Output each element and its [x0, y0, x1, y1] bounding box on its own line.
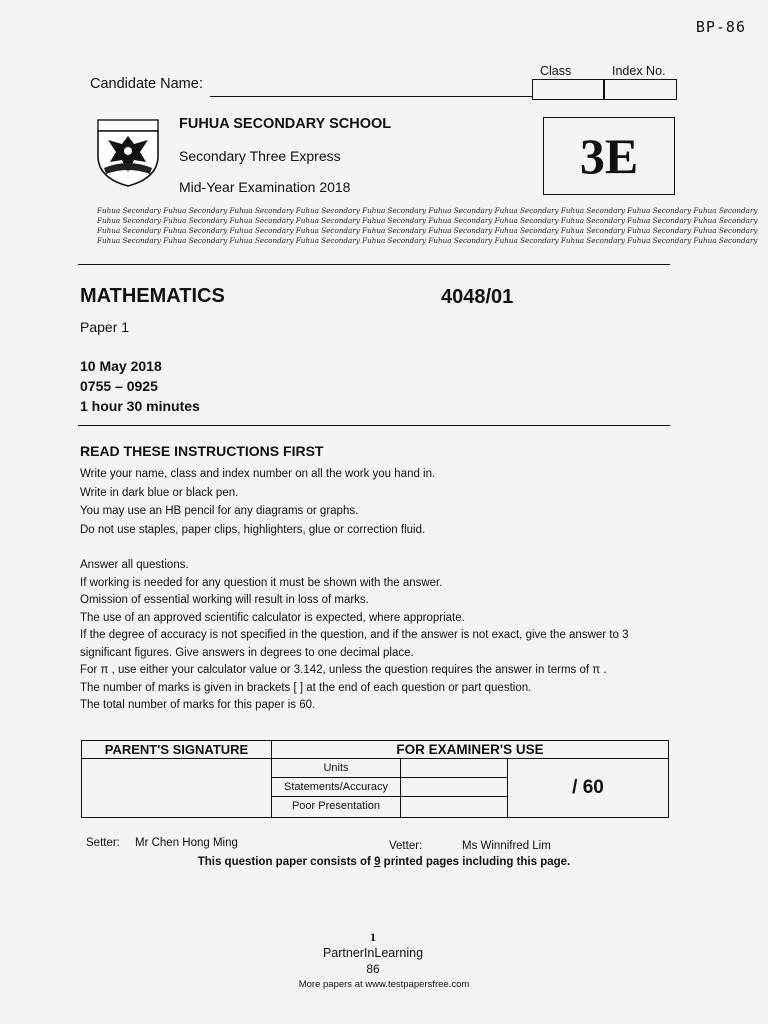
instruction-line: If the degree of accuracy is not specified in the question, and if the answer is not exact, give the answer to 3 [80, 629, 629, 641]
instruction-line: If working is needed for any question it must be shown with the answer. [80, 576, 443, 589]
exam-time: 0755 – 0925 [80, 378, 158, 394]
setter-label: Setter: [86, 837, 120, 849]
setter-name: Mr Chen Hong Ming [135, 837, 238, 849]
school-crest-logo [96, 118, 160, 188]
instructions-block-2 [80, 557, 629, 715]
instruction-line: Answer all questions. [80, 559, 189, 571]
exam-date-time [80, 356, 200, 416]
index-number-field[interactable] [604, 79, 677, 100]
more-papers-link[interactable]: More papers at www.testpapersfree.com [298, 979, 470, 990]
subject-code: 4048/01 [441, 286, 514, 308]
parent-signature-header: PARENT'S SIGNATURE [82, 741, 271, 759]
instructions-block-1 [80, 465, 435, 539]
index-label: Index No. [612, 64, 666, 78]
class-field[interactable] [532, 79, 604, 100]
exam-duration: 1 hour 30 minutes [80, 398, 200, 414]
school-name: FUHUA SECONDARY SCHOOL [179, 116, 392, 132]
examiner-use-header: FOR EXAMINER'S USE [272, 741, 668, 759]
page-count: 9 [374, 856, 381, 868]
instruction-line: The number of marks is given in brackets [ ] at the end of each question or part question. [80, 681, 532, 694]
page-count-note: This question paper consists of 9 printed pages including this page. [197, 856, 571, 868]
school-level: Secondary Three Express [179, 148, 341, 164]
page-number: 1 [370, 930, 376, 944]
poor-presentation-label: Poor Presentation [272, 797, 401, 817]
instruction-line: You may use an HB pencil for any diagrams or graphs. [80, 505, 359, 518]
vetter-name: Ms Winnifred Lim [462, 840, 551, 852]
divider [78, 425, 670, 426]
watermark-pattern: Fuhua Secondary Fuhua Secondary Fuhua Secondary Fuhua Secondary Fuhua Secondary Fuhua Secondary Fuhua Secondary Fuhua Secondary Fuhua Secondary Fuhua Secondary Fuhua Secondary Fuhua Secondary Fuhua Secondary Fuhua Secondary Fuhua Secondary Fuhua Secondary Fuhua Secondary Fuhua Secondary Fuhua Secondary Fuhua Secondary Fuhua Secondary Fuhua Secondary Fuhua Secondary Fuhua Secondary Fuhua Secondary Fuhua Secondary Fuhua Secondary Fuhua Secondary Fuhua Secondary Fuhua Secondary Fuhua Secondary Fuhua Secondary Fuhua Secondary Fuhua Secondary Fuhua Secondary Fuhua Secondary Fuhua Secondary Fuhua Secondary Fuhua Secondary Fuhua Secondary [97, 206, 758, 246]
exam-date: 10 May 2018 [80, 358, 162, 374]
instruction-line: The use of an approved scientific calculator is expected, where appropriate. [80, 611, 465, 624]
instruction-line: Do not use staples, paper clips, highlighters, glue or correction fluid. [80, 523, 426, 536]
partner-page-number: 86 [366, 962, 380, 976]
statements-accuracy-label: Statements/Accuracy [272, 778, 401, 797]
divider [78, 264, 670, 265]
paper-number: Paper 1 [80, 319, 130, 335]
candidate-name-field[interactable] [210, 96, 532, 97]
instructions-heading: READ THESE INSTRUCTIONS FIRST [80, 443, 324, 459]
marks-table [81, 740, 669, 818]
units-label: Units [272, 759, 401, 778]
exam-name: Mid-Year Examination 2018 [179, 179, 351, 195]
stream-box: 3E [543, 117, 675, 195]
subject-title: MATHEMATICS [80, 285, 225, 307]
statements-score-cell[interactable] [401, 778, 508, 797]
presentation-score-cell[interactable] [401, 797, 508, 817]
instruction-line: Write in dark blue or black pen. [80, 486, 239, 499]
corner-code: BP-86 [695, 18, 746, 36]
partner-label: PartnerInLearning [322, 946, 424, 960]
instruction-line: Omission of essential working will result in loss of marks. [80, 594, 369, 606]
instruction-line: Write your name, class and index number on all the work you hand in. [80, 468, 436, 480]
total-marks: / 60 [572, 777, 604, 798]
class-label: Class [540, 64, 572, 78]
instruction-line: For π , use either your calculator value or 3.142, unless the question requires the answer in terms of π . [80, 664, 607, 676]
instruction-line: significant figures. Give answers in degrees to one decimal place. [80, 646, 414, 659]
instruction-line: The total number of marks for this paper is 60. [80, 699, 316, 711]
candidate-name-label: Candidate Name: [90, 76, 203, 92]
units-score-cell[interactable] [401, 759, 508, 778]
vetter-label: Vetter: [389, 840, 423, 852]
